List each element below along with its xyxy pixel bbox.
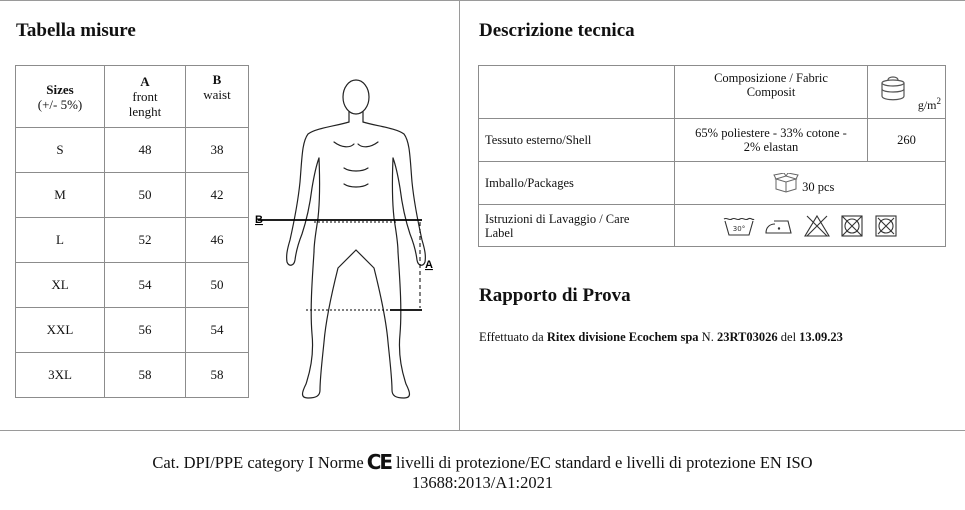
shell-composition-1: 65% poliestere - 33% cotone - [695,126,847,140]
a-value-cell: 56 [105,308,186,353]
ce-mark: CE [366,450,392,474]
a-value-cell: 48 [105,128,186,173]
table-row [16,263,249,308]
care-label-2: Label [485,225,514,240]
tech-table [478,65,946,247]
care-icons-cell [675,205,946,247]
shell-weight: 260 [868,119,946,162]
report-text [479,330,843,345]
footer-line-2: 13688:2013/A1:2021 [411,473,554,492]
b-value-cell: 42 [186,173,249,218]
sizes-header-note: (+/- 5%) [37,96,83,112]
b-header-label: waist [203,87,231,102]
wash-30-icon [723,215,755,237]
b-value-cell: 54 [186,308,249,353]
footer-line-1a: Cat. DPI/PPE category I Norme [152,453,364,472]
b-header [186,66,249,128]
packages-label: Imballo/Packages [479,162,675,205]
b-value-cell: 50 [186,263,249,308]
table-row [16,353,249,398]
tech-title: Descrizione tecnica [479,20,635,41]
shell-composition-2: 2% elastan [743,140,799,154]
body-outline [287,80,426,398]
a-value-cell: 58 [105,353,186,398]
size-table-header [16,66,249,128]
a-value-cell: 50 [105,173,186,218]
footer-line-1b: livelli di protezione/EC standard e livelli di protezione EN ISO [396,453,813,472]
report-lab: Ritex divisione Ecochem spa [546,330,699,344]
b-value-cell: 58 [186,353,249,398]
shell-label: Tessuto esterno/Shell [479,119,675,162]
size-cell: 3XL [16,353,105,398]
sizes-header [16,66,105,128]
sizes-header-label: Sizes [46,81,74,97]
report-date: 13.09.23 [799,330,843,344]
table-row [479,205,946,247]
no-tumble-dry-icon [840,214,864,238]
label-b: B [255,214,263,226]
tech-header-empty [479,66,675,119]
table-row [479,162,946,205]
size-cell: L [16,218,105,263]
size-table-title: Tabella misure [16,20,136,41]
b-header-letter: B [212,72,222,87]
b-value-cell: 38 [186,128,249,173]
report-title: Rapporto di Prova [479,285,631,306]
weight-unit-sup: 2 [936,96,941,106]
scale-weight-icon [878,74,908,104]
report-date-prefix: del [777,330,800,344]
table-row [16,218,249,263]
a-header-label-2: lenght [128,104,162,119]
footer-line-1 [0,452,965,473]
weight-unit [918,94,941,112]
weight-unit-base: g/m [917,98,937,112]
label-a: A [425,259,433,271]
report-prefix: Effettuato da [479,330,547,344]
footer-divider [0,430,965,431]
composition-header-1: Composizione / Fabric [714,71,828,85]
shell-composition [675,119,868,162]
a-header [105,66,186,128]
no-dry-clean-icon [874,214,898,238]
table-row [16,173,249,218]
box-icon [773,173,799,193]
care-label [479,205,675,247]
a-value-cell: 52 [105,218,186,263]
center-divider [459,0,460,430]
body-measurement-figure [250,72,440,407]
packages-value-cell [675,162,946,205]
size-cell: XL [16,263,105,308]
report-number: 23RT03026 [716,330,778,344]
care-label-1: Istruzioni di Lavaggio / Care [485,211,630,226]
table-row [479,119,946,162]
wash-temp-label: 30° [732,224,746,233]
a-value-cell: 54 [105,263,186,308]
top-border [0,0,965,1]
b-value-cell: 46 [186,218,249,263]
table-row [16,308,249,353]
packages-value: 30 pcs [802,179,835,194]
no-bleach-icon [803,214,831,238]
report-number-prefix: N. [698,330,717,344]
a-header-label-1: front [132,89,158,104]
composition-header-2: Composit [746,85,796,99]
tech-header-row [479,66,946,119]
weight-header [868,66,946,119]
size-cell: M [16,173,105,218]
table-row [16,128,249,173]
composition-header [675,66,868,119]
footer-text [0,452,965,493]
a-header-letter: A [140,74,150,89]
size-table [15,65,249,398]
size-cell: XXL [16,308,105,353]
size-cell: S [16,128,105,173]
iron-low-icon [764,215,794,237]
